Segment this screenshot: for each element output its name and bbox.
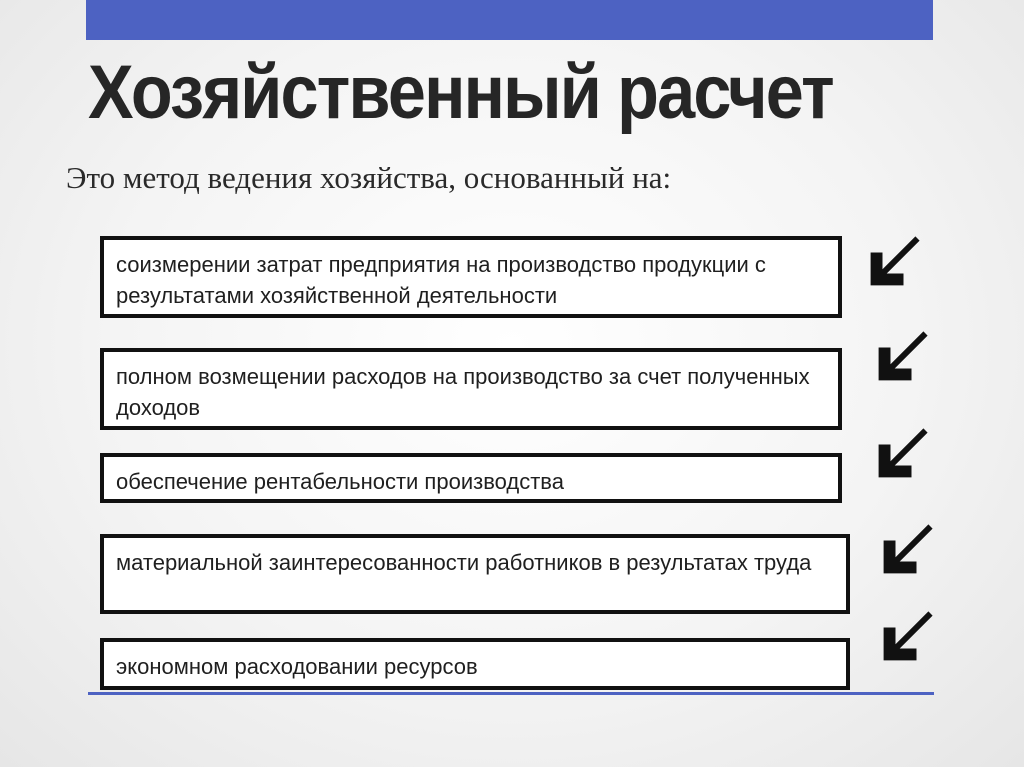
arrow-down-left-icon — [858, 228, 928, 298]
slide-title: Хозяйственный расчет — [88, 50, 833, 135]
list-item-5: экономном расходовании ресурсов — [100, 638, 850, 690]
arrow-down-left-icon — [871, 603, 941, 673]
arrow-down-left-icon — [871, 516, 941, 586]
arrow-down-left-icon — [866, 420, 936, 490]
list-item-1: соизмерении затрат предприятия на производство продукции с результатами хозяйственной деятельности — [100, 236, 842, 318]
slide-subtitle: Это метод ведения хозяйства, основанный на: — [66, 160, 672, 195]
list-item-2: полном возмещении расходов на производство за счет полученных доходов — [100, 348, 842, 430]
list-item-4: материальной заинтересованности работников в результатах труда — [100, 534, 850, 614]
top-accent-bar — [86, 0, 933, 40]
arrow-down-left-icon — [866, 323, 936, 393]
list-item-3: обеспечение рентабельности производства — [100, 453, 842, 503]
bottom-accent-line — [88, 692, 934, 695]
